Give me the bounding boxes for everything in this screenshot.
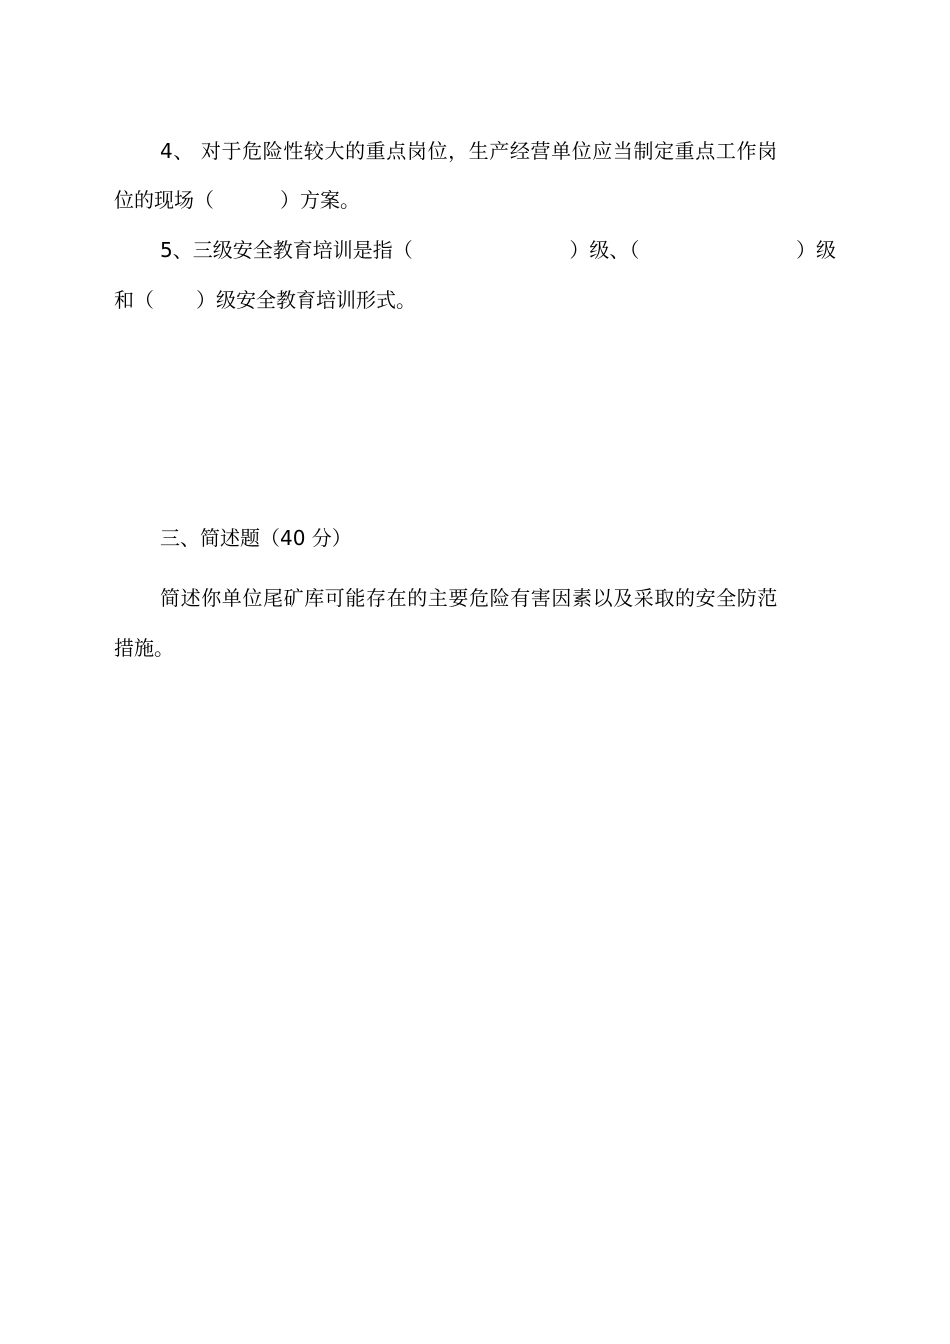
question-5-text-1b: ）级、（ [569, 238, 640, 262]
question-5-text-2a: 和（ [114, 288, 154, 312]
question-4-text-1: 4、 对于危险性较大的重点岗位，生产经营单位应当制定重点工作岗 [160, 139, 778, 163]
question-5-text-2b: ）级安全教育培训形式。 [196, 288, 416, 312]
question-5-text-1a: 5、三级安全教育培训是指（ [160, 238, 413, 262]
section-3-question-text-1: 简述你单位尾矿库可能存在的主要危险有害因素以及采取的安全防范 [160, 586, 778, 610]
section-3-question-line-1 [160, 584, 836, 612]
question-4-line-2 [114, 186, 836, 214]
question-4-text-2a: 位的现场（ [114, 188, 214, 212]
section-3-heading: 三、简述题（40 分） [160, 526, 352, 550]
question-5-line-1 [160, 236, 836, 264]
question-4-line-1 [160, 137, 836, 165]
section-3-question-line-2: 措施。 [114, 636, 174, 660]
question-5-text-1c: ）级 [795, 238, 836, 262]
question-5-line-2 [114, 286, 836, 314]
question-4-text-2b: ）方案。 [280, 188, 360, 212]
